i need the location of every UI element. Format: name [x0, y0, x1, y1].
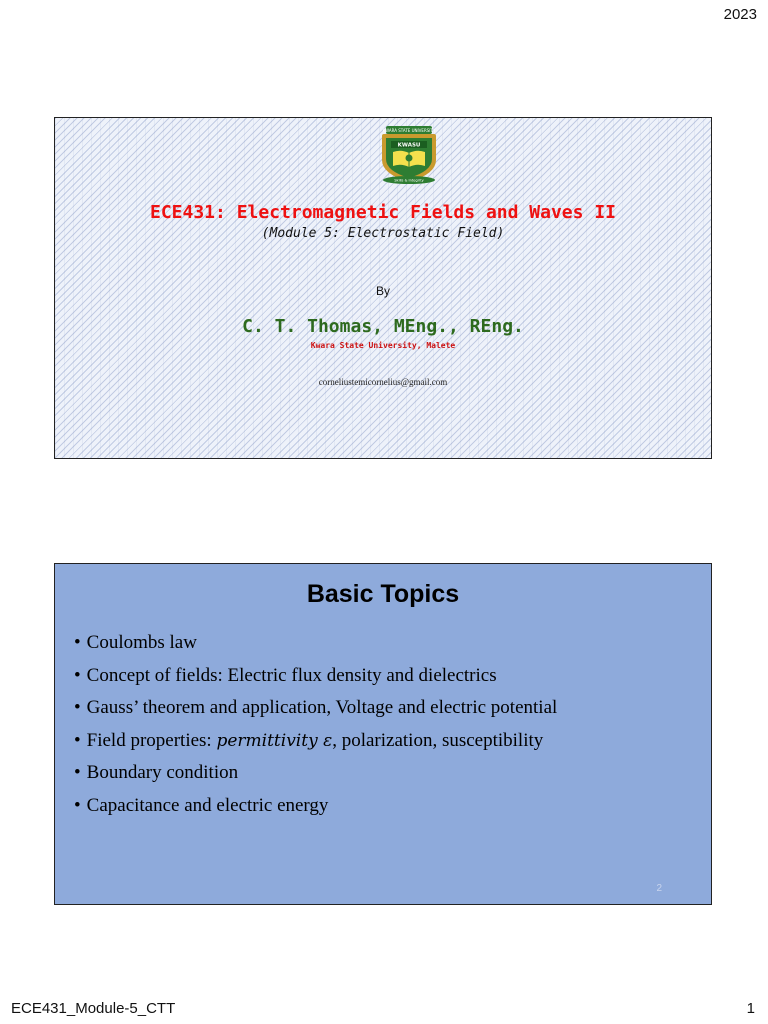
logo-acronym: KWASU — [397, 142, 421, 149]
slide-page-number: 2 — [656, 883, 662, 894]
bullet-icon: • — [74, 729, 81, 751]
logo-motto: Skills & Integrity — [394, 178, 424, 183]
author-name: C. T. Thomas, MEng., REng. — [242, 316, 524, 337]
topic-item — [74, 630, 557, 663]
topics-list — [74, 630, 557, 826]
topic-item — [74, 793, 557, 826]
by-label: By — [375, 284, 390, 298]
kwasu-logo — [376, 122, 442, 186]
topic-item — [74, 663, 557, 696]
footer-page-number: 1 — [746, 1000, 755, 1017]
topics-title: Basic Topics — [306, 580, 460, 608]
header-year: 2023 — [723, 6, 757, 23]
topic-item — [74, 760, 557, 793]
topic-text: Boundary condition — [86, 762, 239, 784]
permittivity-math: permittivity ε — [216, 730, 333, 751]
author-email: corneliustemicornelius@gmail.com — [318, 377, 448, 387]
bullet-icon: • — [74, 697, 81, 719]
bullet-icon: • — [74, 762, 81, 784]
module-subtitle: (Module 5: Electrostatic Field) — [261, 226, 505, 241]
author-affiliation: Kwara State University, Malete — [310, 341, 456, 350]
title-slide — [54, 117, 712, 459]
logo-university-name: KWARA STATE UNIVERSITY — [382, 128, 436, 133]
topic-text-pre: Field properties: — [86, 729, 217, 751]
course-title: ECE431: Electromagnetic Fields and Waves II — [150, 202, 616, 223]
footer-doc-name: ECE431_Module-5_CTT — [11, 1000, 176, 1017]
topic-text: Coulombs law — [86, 632, 197, 653]
topic-text-post: , polarization, susceptibility — [332, 729, 544, 751]
topic-item — [74, 728, 557, 761]
topic-text: Concept of fields: Electric flux density and dielectrics — [86, 664, 497, 686]
bullet-icon: • — [74, 632, 81, 653]
topics-slide — [54, 563, 712, 905]
topic-text: Gauss’ theorem and application, Voltage and electric potential — [86, 697, 558, 719]
topic-text: Capacitance and electric energy — [86, 794, 329, 816]
bullet-icon: • — [74, 794, 81, 816]
bullet-icon: • — [74, 664, 81, 686]
topic-item — [74, 695, 557, 728]
